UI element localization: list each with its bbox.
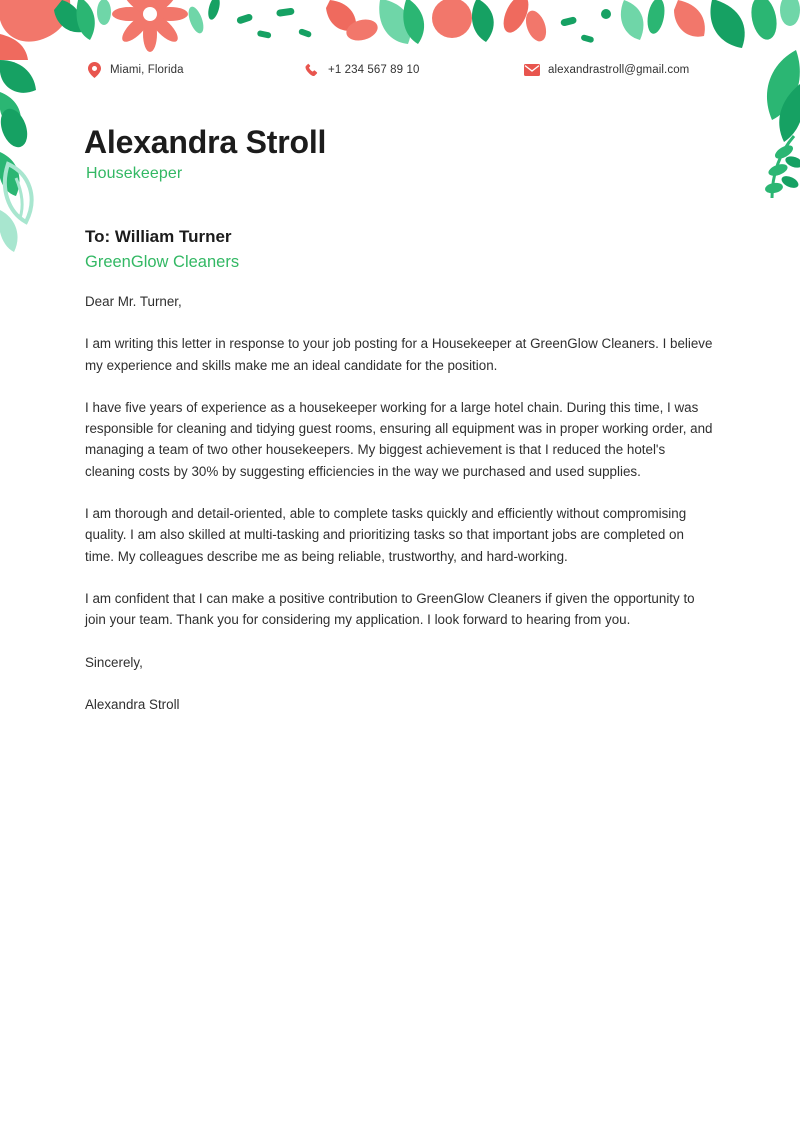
- job-title: Housekeeper: [86, 165, 183, 182]
- location-pin-icon: [86, 62, 102, 78]
- letter-signature: Alexandra Stroll: [85, 696, 180, 712]
- floral-decoration-top: [0, 0, 800, 60]
- letter-closing: Sincerely,: [85, 654, 143, 670]
- contact-email-text: alexandrastroll@gmail.com: [548, 64, 690, 76]
- contact-email: [524, 62, 716, 78]
- letter-paragraph-4: I am confident that I can make a positive contribution to GreenGlow Cleaners if given the opportunity to join your team. Thank you for considering my application. I look forward to hearing from you.: [85, 590, 695, 628]
- page-title: Alexandra Stroll: [84, 124, 327, 160]
- letter-body: [85, 291, 715, 736]
- salutation: Dear Mr. Turner,: [85, 294, 182, 309]
- contact-bar: [86, 62, 716, 78]
- envelope-icon: [524, 62, 540, 78]
- contact-phone: [304, 62, 524, 78]
- contact-location-text: Miami, Florida: [110, 64, 184, 76]
- letter-paragraph-1: I am writing this letter in response to your job posting for a Housekeeper at GreenGlow Cleaners. I believe my experience and skills make me an ideal candidate for the position.: [85, 336, 713, 373]
- recipient-company: GreenGlow Cleaners: [85, 253, 240, 271]
- recipient-name: To: William Turner: [85, 227, 232, 246]
- letter-paragraph-2: I have five years of experience as a housekeeper working for a large hotel chain. During this time, I was responsible for cleaning and tidying guest rooms, ensuring all equipment was in proper working order, and managing a team of two other housekeepers. My biggest achievement is that I reduced the hotel's cleaning costs by 30% by suggesting efficiencies in the way we purchased and used supplies.: [85, 399, 713, 479]
- phone-icon: [304, 62, 320, 78]
- letter-paragraph-3: I am thorough and detail-oriented, able to complete tasks quickly and efficiently without compromising quality. I am also skilled at multi-tasking and prioritizing tasks so that important jobs are completed on time. My colleagues describe me as being reliable, trustworthy, and hard-working.: [85, 506, 687, 564]
- contact-location: [86, 62, 304, 78]
- floral-decoration-left: [0, 0, 70, 260]
- floral-decoration-right: [710, 40, 800, 230]
- contact-phone-text: +1 234 567 89 10: [328, 64, 420, 76]
